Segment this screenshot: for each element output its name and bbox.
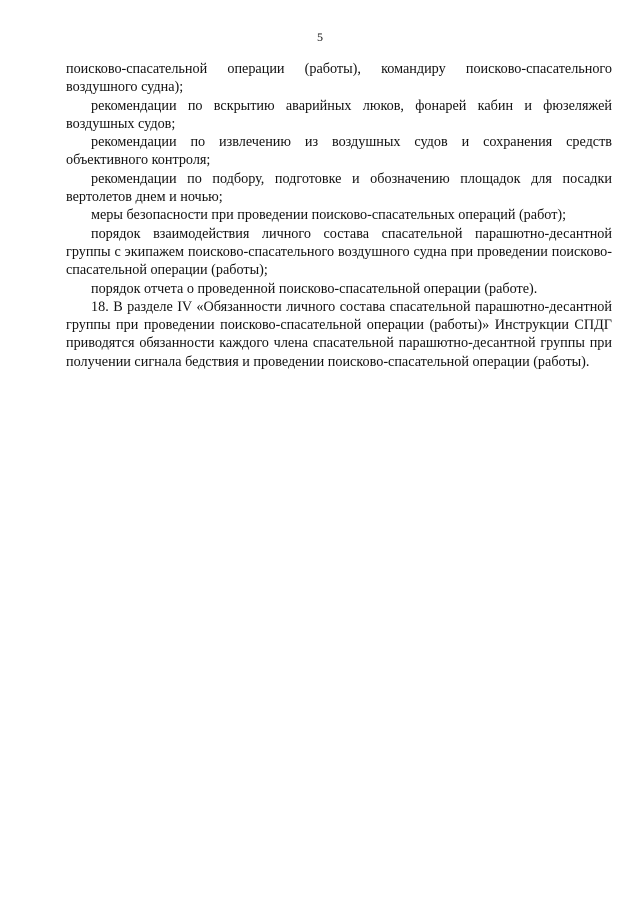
- paragraph-continuation: поисково-спасательной операции (работы), командиру поисково-спасательного воздушного судна);: [66, 61, 612, 96]
- paragraph-landing-sites: рекомендации по подбору, подготовке и обозначению площадок для посадки вертолетов днем и ночью;: [66, 170, 612, 206]
- paragraph-report-procedure: порядок отчета о проведенной поисково-спасательной операции (работе).: [91, 280, 538, 297]
- page-number: 5: [317, 30, 323, 44]
- paragraph-recorder-extraction: рекомендации по извлечению из воздушных судов и сохранения средств объективного контроля;: [66, 134, 612, 169]
- paragraph-hatch-opening: рекомендации по вскрытию аварийных люков, фонарей кабин и фюзеляжей воздушных судов;: [66, 97, 612, 132]
- paragraph-crew-interaction: порядок взаимодействия личного состава спасательной парашютно-десантной группы с экипажем поисково-спасательного воздушного судна при проведении поисково-спасательной операции (работы);: [66, 225, 612, 279]
- paragraph-item-18: 18. В разделе IV «Обязанности личного состава спасательной парашютно-десантной группы при проведении поисково-спасательной операции (работы)» Инструкции СПДГ приводятся обязанности каждого члена спасательной парашютно-десантной группы при получении сигнала бедствия и проведении поисково-спасательной операции (работы).: [66, 298, 612, 370]
- paragraph-safety-measures: меры безопасности при проведении поисково-спасательных операций (работ);: [91, 207, 567, 224]
- document-body: [66, 60, 612, 371]
